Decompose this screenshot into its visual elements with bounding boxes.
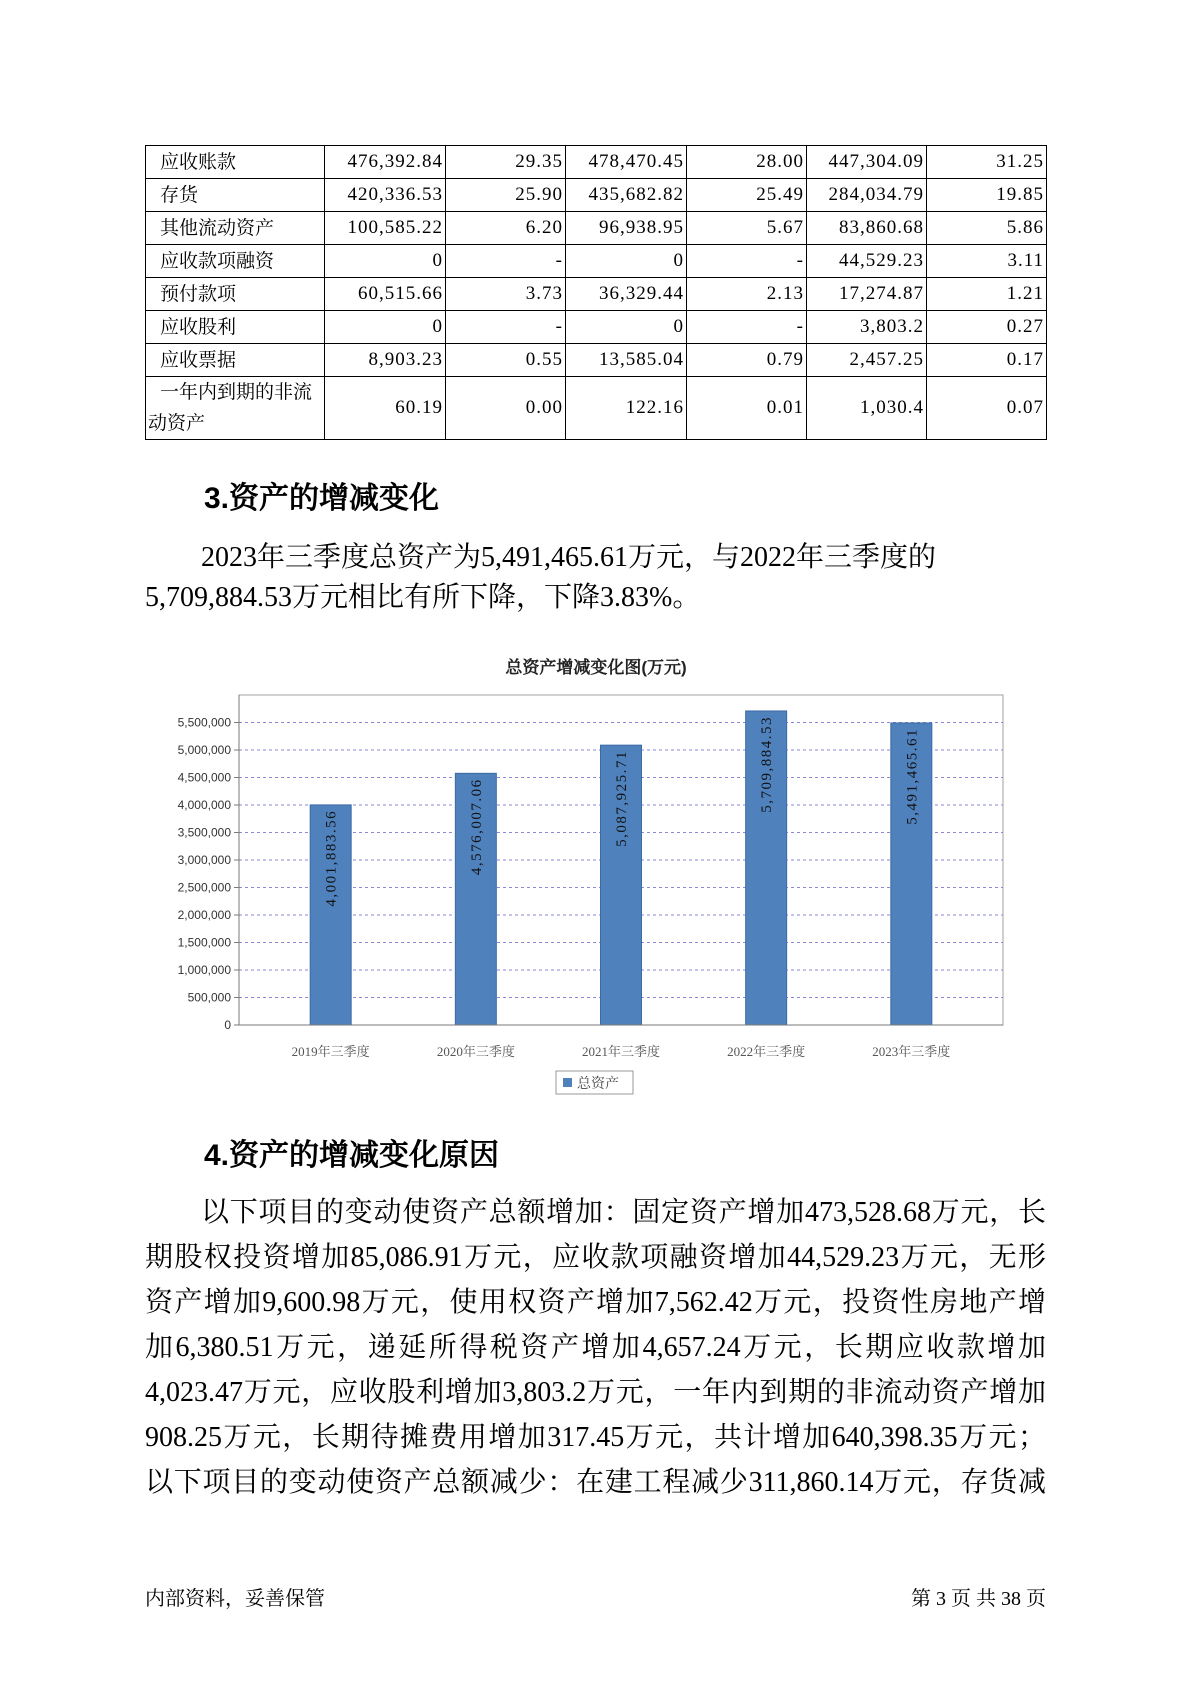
x-tick-label: 2020年三季度 [436, 1044, 515, 1059]
paragraph-total-assets [145, 538, 1046, 618]
paragraph-line: 以下项目的变动使资产总额减少：在建工程减少311,860.14万元，存货减 [145, 1467, 1046, 1498]
y-tick-label: 3,500,000 [177, 825, 231, 840]
y-tick-label: 5,000,000 [177, 743, 231, 757]
legend-swatch [563, 1078, 572, 1087]
table-cell: 1,030.4 [807, 377, 927, 440]
table-cell: 25.90 [446, 179, 566, 212]
table-cell: 1.21 [927, 278, 1047, 311]
paragraph-line: 加6,380.51万元，递延所得税资产增加4,657.24万元，长期应收款增加 [145, 1332, 1046, 1363]
bar-data-label: 4,576,007.06 [468, 778, 485, 876]
table-cell: 0.07 [927, 377, 1047, 440]
table-row [146, 311, 1047, 344]
row-label: 应收款项融资 [146, 245, 325, 278]
table-cell: 36,329.44 [566, 278, 687, 311]
table-cell: 83,860.68 [807, 212, 927, 245]
table-row [146, 278, 1047, 311]
table-cell: 0.17 [927, 344, 1047, 377]
current-assets-table [145, 145, 1047, 440]
total-assets-chart [145, 645, 1046, 1105]
bar-data-label: 4,001,883.56 [323, 809, 340, 907]
table-cell: - [687, 311, 807, 344]
table-cell: 60,515.66 [325, 278, 446, 311]
table-cell: 2,457.25 [807, 344, 927, 377]
bar-data-label: 5,491,465.61 [904, 727, 921, 825]
table-cell: 0.01 [687, 377, 807, 440]
table-cell: 476,392.84 [325, 146, 446, 179]
table-cell: 447,304.09 [807, 146, 927, 179]
table-row [146, 212, 1047, 245]
page-number: 第 3 页 共 38 页 [911, 1588, 1046, 1610]
table-cell: 0.00 [446, 377, 566, 440]
table-cell: 0.79 [687, 344, 807, 377]
table-cell: 435,682.82 [566, 179, 687, 212]
row-label: 应收账款 [146, 146, 325, 179]
y-tick-label: 1,500,000 [177, 935, 231, 950]
table-row [146, 179, 1047, 212]
table-cell: - [446, 245, 566, 278]
table-cell: 31.25 [927, 146, 1047, 179]
row-label: 其他流动资产 [146, 212, 325, 245]
table-cell: 100,585.22 [325, 212, 446, 245]
table-row [146, 377, 1047, 440]
paragraph-line: 4,023.47万元，应收股利增加3,803.2万元，一年内到期的非流动资产增加 [145, 1377, 1046, 1408]
bar-data-label: 5,709,884.53 [759, 715, 776, 813]
table-cell: 8,903.23 [325, 344, 446, 377]
table-cell: - [687, 245, 807, 278]
chart-title: 总资产增减变化图(万元) [505, 658, 687, 677]
footer-confidential-note: 内部资料，妥善保管 [145, 1588, 325, 1610]
table-cell: 2.13 [687, 278, 807, 311]
y-tick-label: 4,000,000 [177, 798, 231, 812]
x-tick-label: 2023年三季度 [872, 1044, 951, 1059]
legend-label: 总资产 [577, 1077, 619, 1092]
table-cell: 420,336.53 [325, 179, 446, 212]
table-cell: 96,938.95 [566, 212, 687, 245]
y-tick-label: 500,000 [187, 990, 231, 1005]
table-cell: 122.16 [566, 377, 687, 440]
paragraph-line: 期股权投资增加85,086.91万元，应收款项融资增加44,529.23万元，无形 [145, 1242, 1046, 1273]
y-tick-label: 5,500,000 [177, 715, 231, 730]
table-cell: 0 [325, 245, 446, 278]
x-tick-label: 2022年三季度 [727, 1044, 806, 1059]
table-cell: 0 [325, 311, 446, 344]
table-cell: 5.67 [687, 212, 807, 245]
paragraph-line: 以下项目的变动使资产总额增加：固定资产增加473,528.68万元，长 [201, 1197, 1046, 1228]
row-label: 应收票据 [146, 344, 325, 377]
table-cell: 28.00 [687, 146, 807, 179]
paragraph-line: 资产增加9,600.98万元，使用权资产增加7,562.42万元，投资性房地产增 [145, 1287, 1046, 1318]
x-tick-label: 2021年三季度 [581, 1044, 661, 1059]
table-cell: 19.85 [927, 179, 1047, 212]
table-cell: 284,034.79 [807, 179, 927, 212]
y-tick-label: 2,000,000 [177, 908, 231, 922]
table-row [146, 344, 1047, 377]
paragraph-line: 5,709,884.53万元相比有所下降，下降3.83%。 [145, 582, 701, 613]
row-label: 应收股利 [146, 311, 325, 344]
paragraph-asset-change-reasons [145, 1190, 1046, 1505]
page-footer [145, 1586, 1046, 1612]
y-tick-label: 0 [224, 1018, 231, 1032]
row-label: 存货 [146, 179, 325, 212]
table-row [146, 146, 1047, 179]
y-tick-label: 2,500,000 [177, 880, 231, 895]
table-cell: 478,470.45 [566, 146, 687, 179]
table-cell: 3,803.2 [807, 311, 927, 344]
section-heading: 3.资产的增减变化 [204, 482, 440, 515]
table-cell: 0 [566, 311, 687, 344]
table-cell: 25.49 [687, 179, 807, 212]
table-cell: 13,585.04 [566, 344, 687, 377]
x-tick-label: 2019年三季度 [291, 1044, 370, 1059]
table-cell: 0.27 [927, 311, 1047, 344]
table-row [146, 245, 1047, 278]
table-cell: 44,529.23 [807, 245, 927, 278]
table-cell: 17,274.87 [807, 278, 927, 311]
row-label: 一年内到期的非流动资产 [146, 377, 325, 440]
table-cell: - [446, 311, 566, 344]
table-cell: 0 [566, 245, 687, 278]
table-cell: 0.55 [446, 344, 566, 377]
table-cell: 6.20 [446, 212, 566, 245]
chart-legend [556, 1071, 633, 1094]
table-cell: 3.73 [446, 278, 566, 311]
y-tick-label: 4,500,000 [177, 770, 231, 785]
paragraph-line: 2023年三季度总资产为5,491,465.61万元，与2022年三季度的 [201, 542, 937, 573]
table-cell: 29.35 [446, 146, 566, 179]
row-label: 预付款项 [146, 278, 325, 311]
table-cell: 3.11 [927, 245, 1047, 278]
paragraph-line: 908.25万元，长期待摊费用增加317.45万元，共计增加640,398.35万元； [145, 1422, 1046, 1453]
bar-data-label: 5,087,925.71 [614, 750, 630, 847]
section-heading: 4.资产的增减变化原因 [204, 1139, 500, 1172]
table-cell: 60.19 [325, 377, 446, 440]
y-tick-label: 1,000,000 [177, 963, 231, 977]
y-tick-label: 3,000,000 [177, 853, 231, 867]
table-cell: 5.86 [927, 212, 1047, 245]
